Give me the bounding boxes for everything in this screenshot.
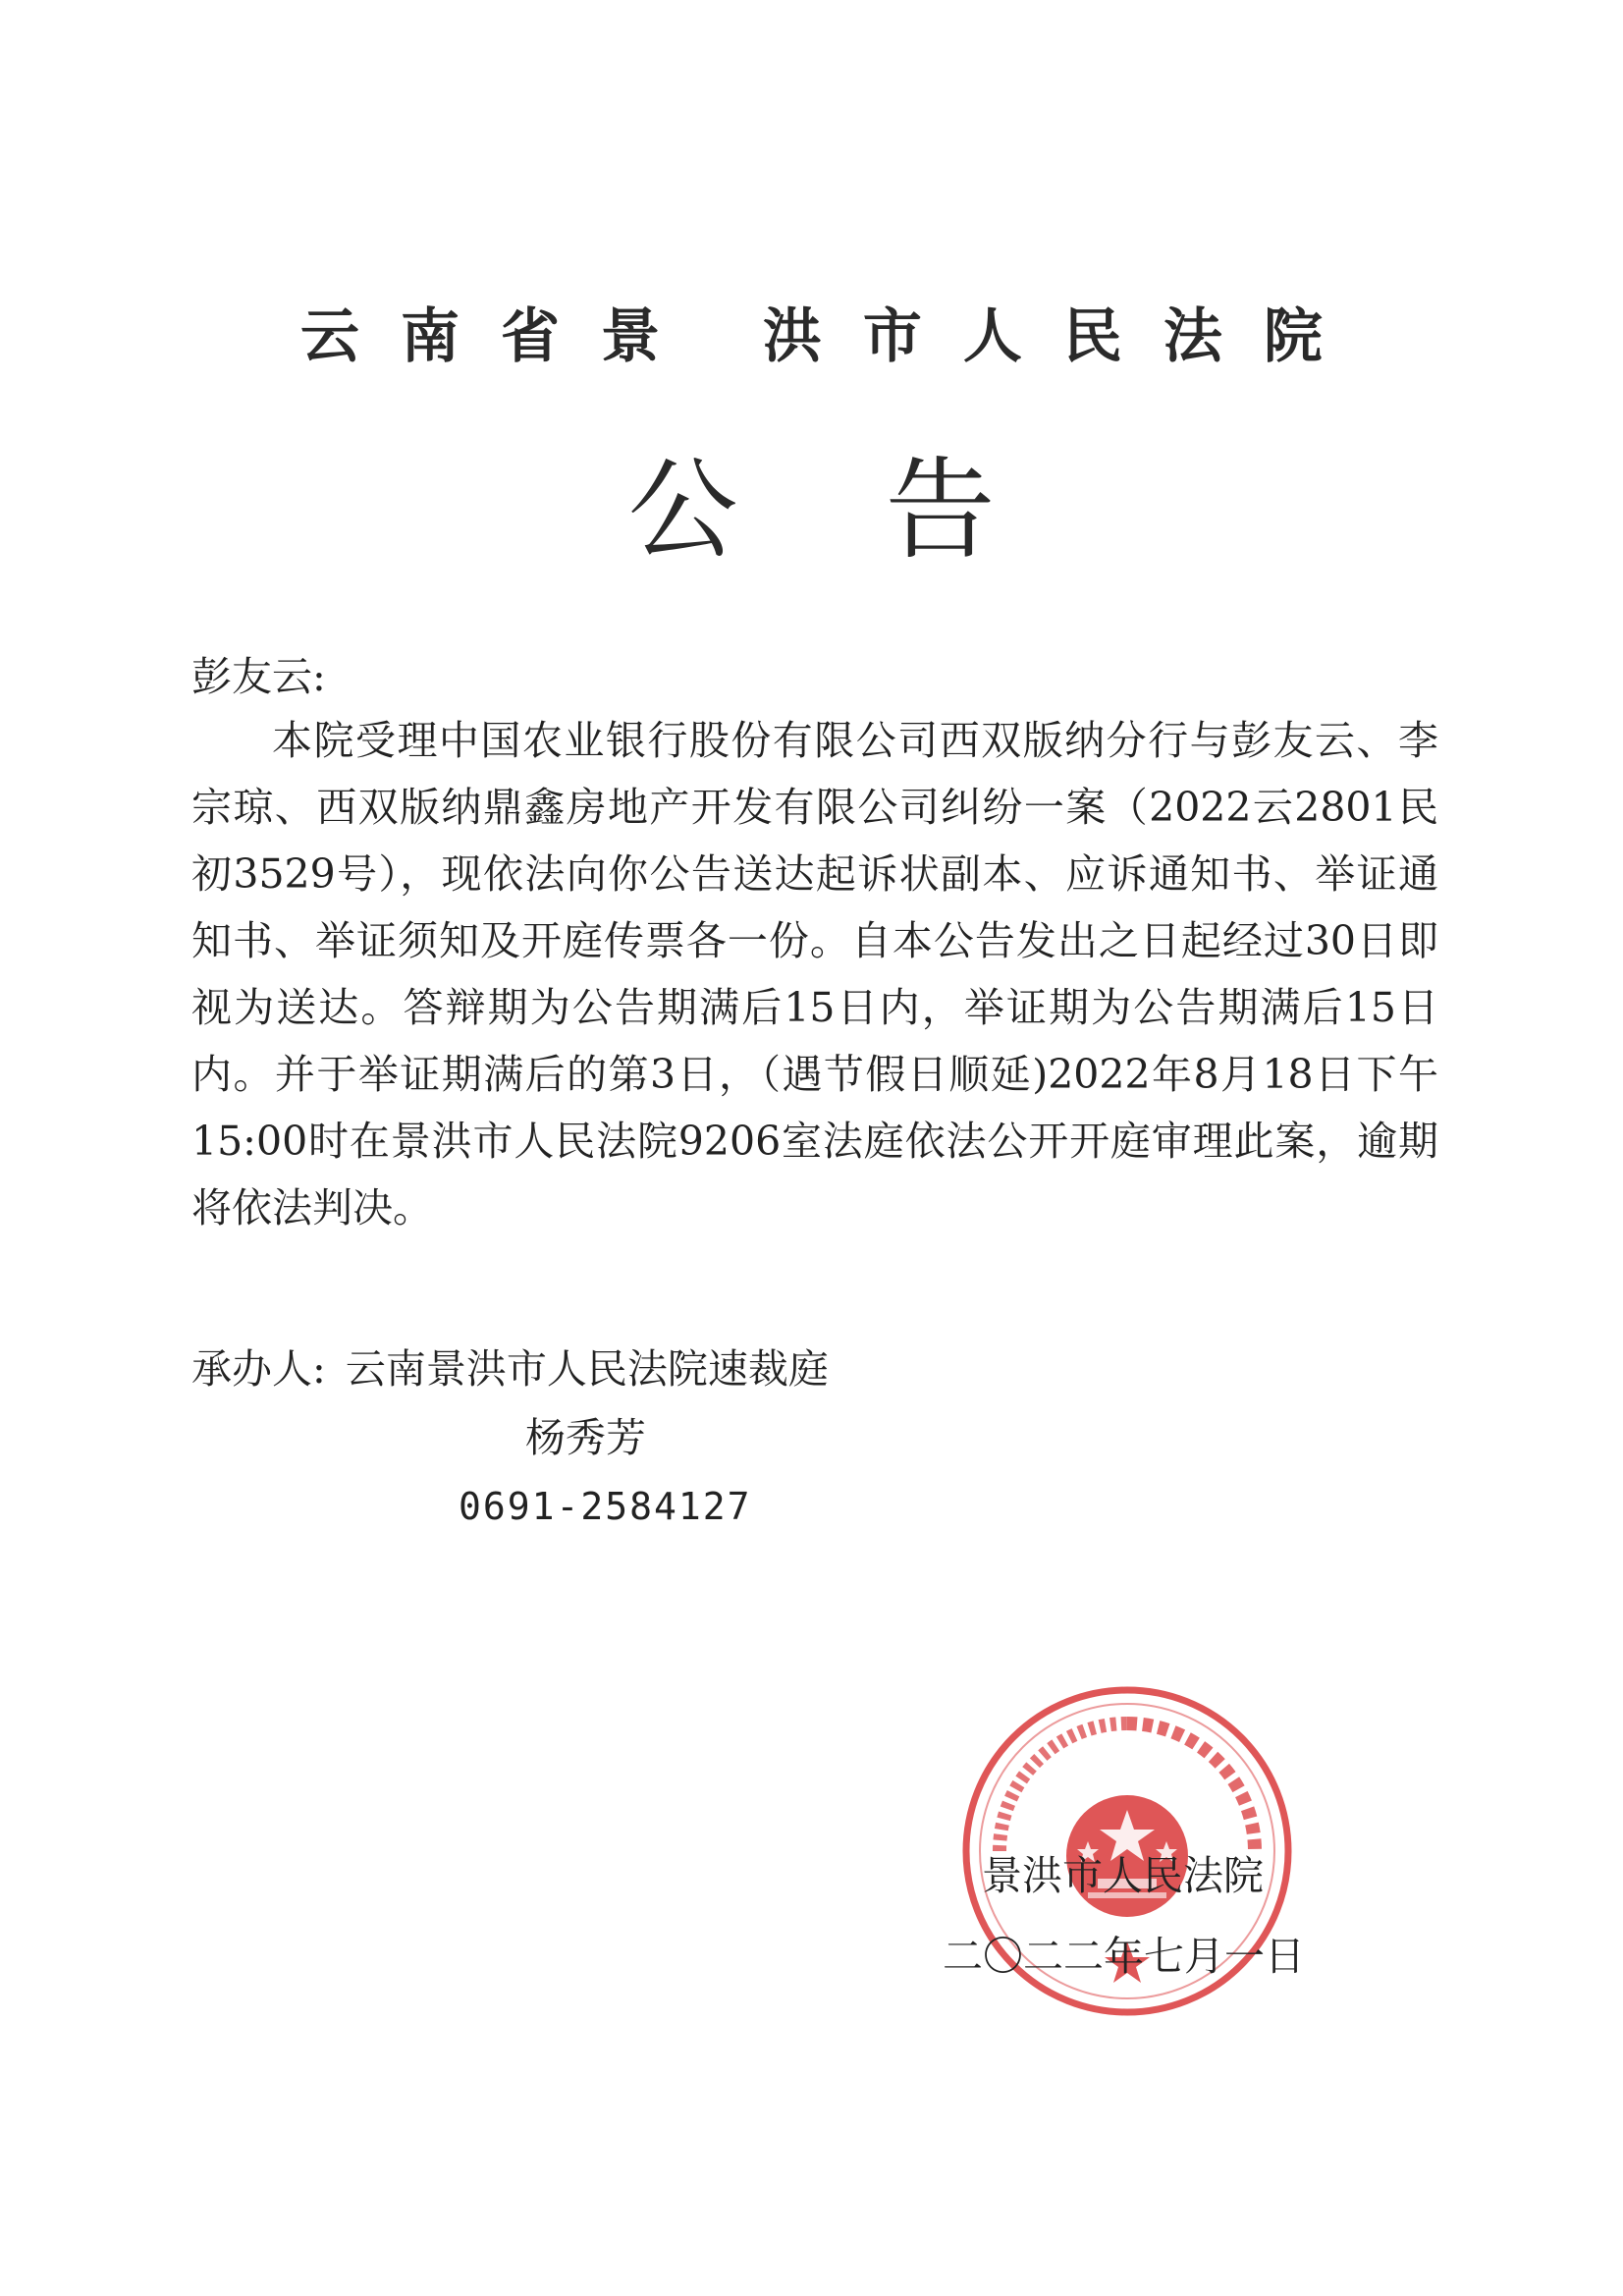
document-title: 公告 <box>627 447 1143 574</box>
handler-department: 云南景洪市人民法院速裁庭 <box>345 1345 829 1393</box>
handler-line <box>191 1336 829 1402</box>
issuer-name: 景洪市人民法院 <box>982 1852 1264 1899</box>
addressee: 彭友云: <box>191 653 326 700</box>
notice-body: 本院受理中国农业银行股份有限公司西双版纳分行与彭友云、李宗琼、西双版纳鼎鑫房地产开发有限公司纠纷一案（2022云2801民初3529号），现依法向你公告送达起诉状副本、应诉通知书、举证通知书、举证须知及开庭传票各一份。自本公告发出之日起经过30日即视为送达。答辩期为公告期满后15日内，举证期为公告期满后15日内。并于举证期满后的第3日，（遇节假日顺延)2022年8月18日下午15:00时在景洪市人民法院9206室法庭依法公开开庭审理此案，逾期将依法判决。 <box>191 717 1438 1231</box>
handler-label: 承办人: <box>191 1345 326 1393</box>
handler-name: 杨秀芳 <box>525 1414 646 1461</box>
court-name-heading: 云南省景 洪市人民法院 <box>300 302 1364 371</box>
handler-phone: 0691-2584127 <box>459 1485 752 1528</box>
issue-date: 二〇二二年七月一日 <box>943 1933 1305 1980</box>
